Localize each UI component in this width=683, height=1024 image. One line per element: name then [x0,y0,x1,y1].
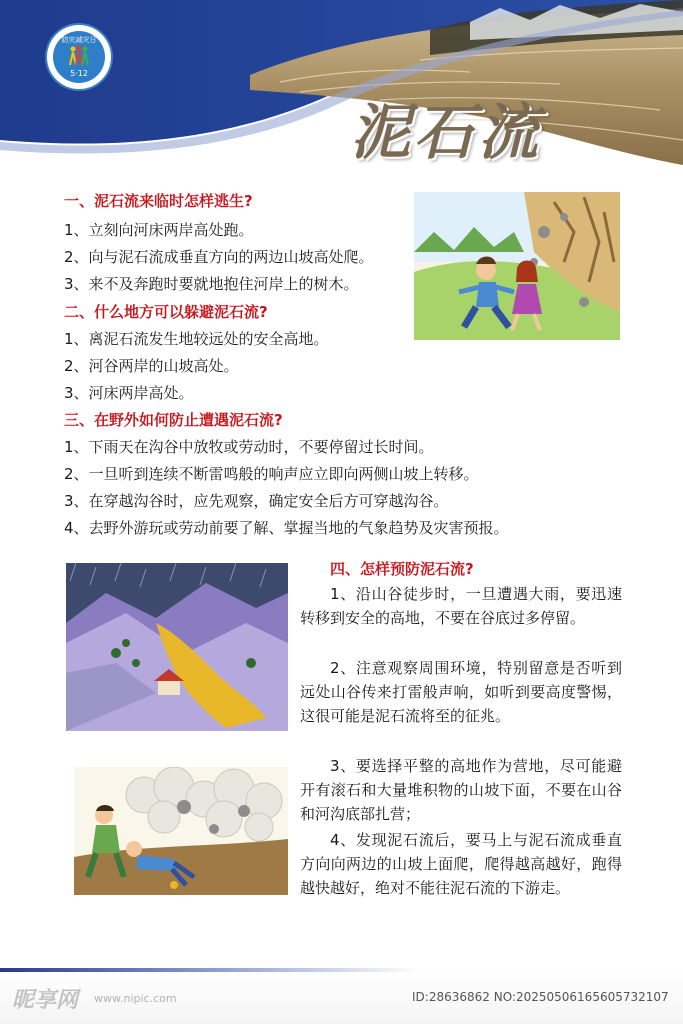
logo-circle [53,31,105,83]
logo-text: 防灾减灾日 [61,36,97,44]
logo-date: 5·12 [70,69,88,78]
section4-paragraph: 4、发现泥石流后，要马上与泥石流成垂直方向向两边的山坡上面爬，爬得越高越好，跑得越快越好，绝对不能往泥石流的下游走。 [300,831,622,897]
section2-item: 1、离泥石流发生地较远处的安全高地。 [64,330,329,348]
watermark: 昵享网 [12,988,79,1013]
section3-heading: 三、在野外如何防止遭遇泥石流? [64,411,283,429]
page-title: 泥石流 [350,98,542,168]
section3-item: 1、下雨天在沟谷中放牧或劳动时，不要停留过长时间。 [64,438,434,456]
sheltering-people-illustration [74,767,288,895]
section2-item: 2、河谷两岸的山坡高处。 [64,357,239,375]
image-id: ID:28636862 NO:20250506165605732107 [412,990,669,1004]
section4-paragraph: 1、沿山谷徒步时，一旦遭遇大雨，要迅速转移到安全的高地，不要在谷底过多停留。 [300,585,622,627]
watermark-url: www.nipic.com [94,992,177,1005]
section3-item: 4、去野外游玩或劳动前要了解、掌握当地的气象趋势及灾害预报。 [64,519,509,537]
section2-item: 3、河床两岸高处。 [64,384,194,402]
section4-paragraph: 3、要选择平整的高地作为营地，尽可能避开有滚石和大量堆积物的山坡下面，不要在山谷和河沟底部扎营； [300,757,622,823]
section4-paragraph: 2、注意观察周围环境，特别留意是否听到远处山谷传来打雷般声响，如听到要高度警惕，这很可能是泥石流将至的征兆。 [300,659,622,725]
section2-heading: 二、什么地方可以躲避泥石流? [64,303,268,321]
running-people-illustration [414,192,620,340]
section3-item: 2、一旦听到连续不断雷鸣般的响声应立即向两侧山坡上转移。 [64,465,479,483]
mudflow-mountain-illustration [66,563,288,731]
header-banner [0,0,683,190]
section1-item: 2、向与泥石流成垂直方向的两边山坡高处爬。 [64,248,374,266]
section1-item: 1、立刻向河床两岸高处跑。 [64,221,254,239]
section1-item: 3、来不及奔跑时要就地抱住河岸上的树木。 [64,275,359,293]
section4-heading: 四、怎样预防泥石流? [330,560,474,578]
section3-item: 3、在穿越沟谷时，应先观察，确定安全后方可穿越沟谷。 [64,492,449,510]
people-icon [67,45,91,67]
section1-heading: 一、泥石流来临时怎样逃生? [64,192,253,210]
disaster-day-logo [47,25,111,89]
